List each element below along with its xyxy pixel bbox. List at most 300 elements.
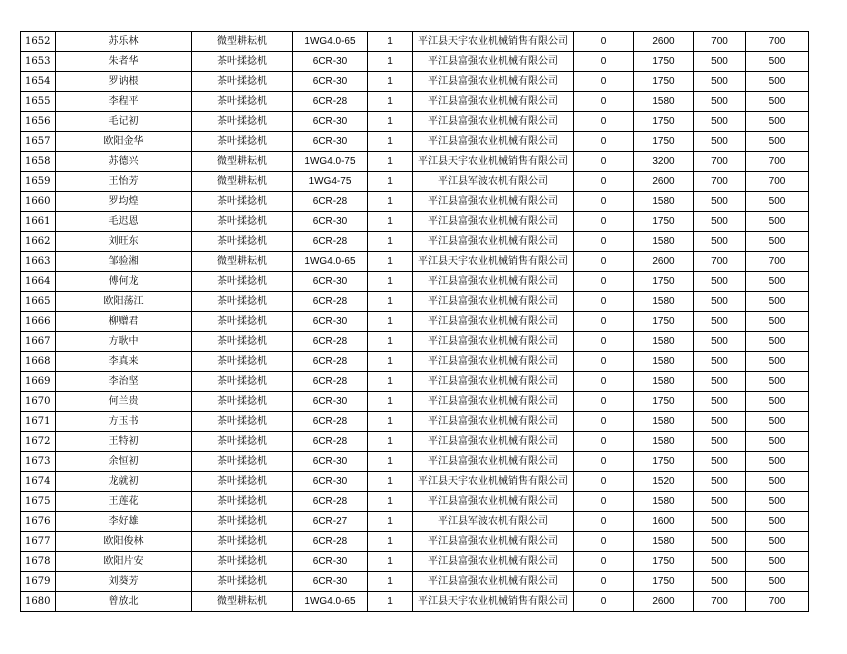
value-cell-10: 500: [746, 212, 809, 232]
value-cell-9: 700: [694, 172, 746, 192]
model-cell: 6CR-28: [293, 532, 368, 552]
value-cell-8: 3200: [634, 152, 694, 172]
value-cell-7: 0: [574, 172, 634, 192]
table-row: [21, 412, 809, 432]
quantity-cell: 1: [368, 312, 413, 332]
row-number-cell: 1670: [21, 392, 56, 412]
name-cell: 罗均煌: [56, 192, 192, 212]
value-cell-8: 2600: [634, 32, 694, 52]
name-cell: 柳赠君: [56, 312, 192, 332]
dealer-cell: 平江县富强农业机械有限公司: [413, 112, 574, 132]
value-cell-7: 0: [574, 152, 634, 172]
value-cell-9: 500: [694, 52, 746, 72]
dealer-cell: 平江县天宇农业机械销售有限公司: [413, 592, 574, 612]
value-cell-10: 500: [746, 392, 809, 412]
dealer-cell: 平江县富强农业机械有限公司: [413, 412, 574, 432]
quantity-cell: 1: [368, 72, 413, 92]
value-cell-9: 500: [694, 212, 746, 232]
value-cell-9: 500: [694, 412, 746, 432]
value-cell-8: 1750: [634, 312, 694, 332]
row-number-cell: 1661: [21, 212, 56, 232]
name-cell: 欧阳荡江: [56, 292, 192, 312]
value-cell-7: 0: [574, 352, 634, 372]
machine-type-cell: 茶叶揉捻机: [192, 72, 293, 92]
quantity-cell: 1: [368, 252, 413, 272]
machine-type-cell: 茶叶揉捻机: [192, 232, 293, 252]
table-row: [21, 512, 809, 532]
machine-type-cell: 茶叶揉捻机: [192, 352, 293, 372]
value-cell-7: 0: [574, 112, 634, 132]
value-cell-9: 500: [694, 332, 746, 352]
value-cell-9: 700: [694, 152, 746, 172]
model-cell: 6CR-28: [293, 232, 368, 252]
dealer-cell: 平江县富强农业机械有限公司: [413, 192, 574, 212]
machine-type-cell: 茶叶揉捻机: [192, 92, 293, 112]
name-cell: 曾放北: [56, 592, 192, 612]
row-number-cell: 1674: [21, 472, 56, 492]
quantity-cell: 1: [368, 132, 413, 152]
value-cell-9: 500: [694, 272, 746, 292]
model-cell: 6CR-28: [293, 292, 368, 312]
model-cell: 6CR-30: [293, 392, 368, 412]
table-row: [21, 52, 809, 72]
row-number-cell: 1654: [21, 72, 56, 92]
value-cell-8: 1750: [634, 112, 694, 132]
dealer-cell: 平江县天宇农业机械销售有限公司: [413, 252, 574, 272]
machine-type-cell: 茶叶揉捻机: [192, 532, 293, 552]
machine-type-cell: 茶叶揉捻机: [192, 392, 293, 412]
model-cell: 1WG4-75: [293, 172, 368, 192]
value-cell-10: 500: [746, 292, 809, 312]
value-cell-7: 0: [574, 32, 634, 52]
value-cell-7: 0: [574, 592, 634, 612]
value-cell-7: 0: [574, 472, 634, 492]
model-cell: 6CR-30: [293, 272, 368, 292]
model-cell: 6CR-30: [293, 312, 368, 332]
value-cell-9: 500: [694, 312, 746, 332]
name-cell: 王怡芳: [56, 172, 192, 192]
value-cell-8: 1750: [634, 132, 694, 152]
quantity-cell: 1: [368, 112, 413, 132]
row-number-cell: 1660: [21, 192, 56, 212]
quantity-cell: 1: [368, 352, 413, 372]
table-row: [21, 72, 809, 92]
machine-type-cell: 茶叶揉捻机: [192, 472, 293, 492]
value-cell-10: 700: [746, 172, 809, 192]
table-row: [21, 312, 809, 332]
value-cell-7: 0: [574, 272, 634, 292]
dealer-cell: 平江县军波农机有限公司: [413, 512, 574, 532]
name-cell: 傅何龙: [56, 272, 192, 292]
machine-type-cell: 茶叶揉捻机: [192, 192, 293, 212]
model-cell: 6CR-30: [293, 52, 368, 72]
table-row: [21, 472, 809, 492]
table-row: [21, 352, 809, 372]
quantity-cell: 1: [368, 332, 413, 352]
value-cell-8: 2600: [634, 252, 694, 272]
value-cell-8: 1750: [634, 272, 694, 292]
name-cell: 方耿中: [56, 332, 192, 352]
row-number-cell: 1665: [21, 292, 56, 312]
row-number-cell: 1653: [21, 52, 56, 72]
value-cell-10: 500: [746, 72, 809, 92]
subsidy-table: [20, 31, 809, 612]
value-cell-8: 1750: [634, 392, 694, 412]
row-number-cell: 1676: [21, 512, 56, 532]
value-cell-9: 500: [694, 472, 746, 492]
value-cell-9: 500: [694, 292, 746, 312]
model-cell: 6CR-30: [293, 132, 368, 152]
table-row: [21, 152, 809, 172]
value-cell-10: 500: [746, 372, 809, 392]
name-cell: 毛迟恩: [56, 212, 192, 232]
row-number-cell: 1667: [21, 332, 56, 352]
value-cell-7: 0: [574, 512, 634, 532]
row-number-cell: 1677: [21, 532, 56, 552]
value-cell-7: 0: [574, 412, 634, 432]
value-cell-7: 0: [574, 212, 634, 232]
dealer-cell: 平江县富强农业机械有限公司: [413, 492, 574, 512]
name-cell: 欧阳片安: [56, 552, 192, 572]
value-cell-7: 0: [574, 392, 634, 412]
row-number-cell: 1662: [21, 232, 56, 252]
machine-type-cell: 微型耕耘机: [192, 592, 293, 612]
model-cell: 6CR-28: [293, 412, 368, 432]
dealer-cell: 平江县富强农业机械有限公司: [413, 332, 574, 352]
dealer-cell: 平江县天宇农业机械销售有限公司: [413, 32, 574, 52]
value-cell-9: 500: [694, 432, 746, 452]
machine-type-cell: 茶叶揉捻机: [192, 52, 293, 72]
model-cell: 6CR-28: [293, 332, 368, 352]
row-number-cell: 1668: [21, 352, 56, 372]
value-cell-10: 500: [746, 272, 809, 292]
dealer-cell: 平江县富强农业机械有限公司: [413, 432, 574, 452]
value-cell-7: 0: [574, 552, 634, 572]
model-cell: 6CR-28: [293, 192, 368, 212]
value-cell-8: 1750: [634, 212, 694, 232]
value-cell-7: 0: [574, 372, 634, 392]
dealer-cell: 平江县富强农业机械有限公司: [413, 272, 574, 292]
name-cell: 王莲花: [56, 492, 192, 512]
quantity-cell: 1: [368, 372, 413, 392]
value-cell-7: 0: [574, 332, 634, 352]
machine-type-cell: 茶叶揉捻机: [192, 272, 293, 292]
row-number-cell: 1672: [21, 432, 56, 452]
value-cell-9: 500: [694, 92, 746, 112]
quantity-cell: 1: [368, 492, 413, 512]
value-cell-10: 500: [746, 232, 809, 252]
value-cell-10: 500: [746, 572, 809, 592]
table-row: [21, 132, 809, 152]
name-cell: 李真来: [56, 352, 192, 372]
row-number-cell: 1678: [21, 552, 56, 572]
dealer-cell: 平江县富强农业机械有限公司: [413, 72, 574, 92]
dealer-cell: 平江县天宇农业机械销售有限公司: [413, 472, 574, 492]
value-cell-7: 0: [574, 452, 634, 472]
dealer-cell: 平江县富强农业机械有限公司: [413, 352, 574, 372]
value-cell-9: 500: [694, 232, 746, 252]
row-number-cell: 1657: [21, 132, 56, 152]
value-cell-9: 500: [694, 352, 746, 372]
value-cell-10: 500: [746, 512, 809, 532]
value-cell-7: 0: [574, 92, 634, 112]
value-cell-8: 1580: [634, 352, 694, 372]
dealer-cell: 平江县富强农业机械有限公司: [413, 452, 574, 472]
value-cell-10: 500: [746, 492, 809, 512]
model-cell: 1WG4.0-65: [293, 592, 368, 612]
table-row: [21, 172, 809, 192]
name-cell: 王特初: [56, 432, 192, 452]
row-number-cell: 1655: [21, 92, 56, 112]
model-cell: 6CR-28: [293, 432, 368, 452]
name-cell: 苏乐林: [56, 32, 192, 52]
value-cell-8: 1580: [634, 232, 694, 252]
machine-type-cell: 茶叶揉捻机: [192, 512, 293, 532]
value-cell-10: 500: [746, 112, 809, 132]
name-cell: 朱者华: [56, 52, 192, 72]
value-cell-7: 0: [574, 532, 634, 552]
table-row: [21, 552, 809, 572]
model-cell: 6CR-30: [293, 112, 368, 132]
value-cell-10: 500: [746, 92, 809, 112]
table-row: [21, 192, 809, 212]
value-cell-7: 0: [574, 232, 634, 252]
row-number-cell: 1669: [21, 372, 56, 392]
name-cell: 龙就初: [56, 472, 192, 492]
dealer-cell: 平江县富强农业机械有限公司: [413, 292, 574, 312]
value-cell-10: 700: [746, 32, 809, 52]
value-cell-9: 500: [694, 132, 746, 152]
value-cell-8: 1750: [634, 52, 694, 72]
machine-type-cell: 微型耕耘机: [192, 152, 293, 172]
value-cell-8: 1580: [634, 332, 694, 352]
name-cell: 方玉书: [56, 412, 192, 432]
table-body: [21, 32, 809, 612]
model-cell: 6CR-28: [293, 372, 368, 392]
model-cell: 6CR-27: [293, 512, 368, 532]
value-cell-10: 500: [746, 412, 809, 432]
value-cell-8: 1520: [634, 472, 694, 492]
dealer-cell: 平江县富强农业机械有限公司: [413, 312, 574, 332]
table-row: [21, 592, 809, 612]
table-row: [21, 572, 809, 592]
quantity-cell: 1: [368, 432, 413, 452]
name-cell: 罗讷根: [56, 72, 192, 92]
value-cell-7: 0: [574, 432, 634, 452]
dealer-cell: 平江县富强农业机械有限公司: [413, 92, 574, 112]
machine-type-cell: 茶叶揉捻机: [192, 372, 293, 392]
model-cell: 6CR-30: [293, 472, 368, 492]
value-cell-9: 500: [694, 452, 746, 472]
value-cell-7: 0: [574, 52, 634, 72]
value-cell-10: 500: [746, 532, 809, 552]
table-row: [21, 212, 809, 232]
table-row: [21, 92, 809, 112]
value-cell-8: 1580: [634, 372, 694, 392]
value-cell-9: 500: [694, 392, 746, 412]
machine-type-cell: 茶叶揉捻机: [192, 312, 293, 332]
machine-type-cell: 茶叶揉捻机: [192, 132, 293, 152]
table-row: [21, 432, 809, 452]
value-cell-7: 0: [574, 292, 634, 312]
quantity-cell: 1: [368, 592, 413, 612]
value-cell-7: 0: [574, 192, 634, 212]
table-row: [21, 532, 809, 552]
value-cell-10: 700: [746, 252, 809, 272]
table-row: [21, 112, 809, 132]
value-cell-8: 2600: [634, 172, 694, 192]
value-cell-10: 500: [746, 192, 809, 212]
machine-type-cell: 微型耕耘机: [192, 252, 293, 272]
machine-type-cell: 茶叶揉捻机: [192, 112, 293, 132]
value-cell-10: 500: [746, 132, 809, 152]
name-cell: 欧阳金华: [56, 132, 192, 152]
quantity-cell: 1: [368, 92, 413, 112]
value-cell-9: 500: [694, 572, 746, 592]
model-cell: 6CR-28: [293, 92, 368, 112]
quantity-cell: 1: [368, 192, 413, 212]
table-row: [21, 292, 809, 312]
value-cell-9: 500: [694, 512, 746, 532]
value-cell-8: 1580: [634, 532, 694, 552]
row-number-cell: 1666: [21, 312, 56, 332]
quantity-cell: 1: [368, 412, 413, 432]
machine-type-cell: 茶叶揉捻机: [192, 432, 293, 452]
value-cell-7: 0: [574, 312, 634, 332]
quantity-cell: 1: [368, 392, 413, 412]
dealer-cell: 平江县富强农业机械有限公司: [413, 392, 574, 412]
value-cell-8: 1580: [634, 432, 694, 452]
value-cell-9: 500: [694, 192, 746, 212]
name-cell: 苏德兴: [56, 152, 192, 172]
machine-type-cell: 茶叶揉捻机: [192, 292, 293, 312]
value-cell-8: 1580: [634, 192, 694, 212]
quantity-cell: 1: [368, 532, 413, 552]
value-cell-9: 500: [694, 72, 746, 92]
table-row: [21, 252, 809, 272]
value-cell-9: 500: [694, 112, 746, 132]
value-cell-7: 0: [574, 572, 634, 592]
value-cell-9: 500: [694, 532, 746, 552]
value-cell-10: 500: [746, 452, 809, 472]
table-row: [21, 452, 809, 472]
model-cell: 6CR-28: [293, 492, 368, 512]
machine-type-cell: 微型耕耘机: [192, 32, 293, 52]
machine-type-cell: 茶叶揉捻机: [192, 412, 293, 432]
value-cell-10: 500: [746, 332, 809, 352]
table-row: [21, 232, 809, 252]
row-number-cell: 1673: [21, 452, 56, 472]
model-cell: 6CR-30: [293, 552, 368, 572]
dealer-cell: 平江县军波农机有限公司: [413, 172, 574, 192]
table-row: [21, 332, 809, 352]
machine-type-cell: 茶叶揉捻机: [192, 212, 293, 232]
quantity-cell: 1: [368, 472, 413, 492]
value-cell-8: 2600: [634, 592, 694, 612]
value-cell-10: 700: [746, 152, 809, 172]
row-number-cell: 1680: [21, 592, 56, 612]
value-cell-9: 700: [694, 252, 746, 272]
name-cell: 刘旺东: [56, 232, 192, 252]
value-cell-9: 500: [694, 552, 746, 572]
model-cell: 1WG4.0-65: [293, 252, 368, 272]
value-cell-9: 500: [694, 492, 746, 512]
model-cell: 1WG4.0-65: [293, 32, 368, 52]
quantity-cell: 1: [368, 452, 413, 472]
table-row: [21, 32, 809, 52]
machine-type-cell: 茶叶揉捻机: [192, 552, 293, 572]
quantity-cell: 1: [368, 512, 413, 532]
row-number-cell: 1675: [21, 492, 56, 512]
table-row: [21, 392, 809, 412]
quantity-cell: 1: [368, 272, 413, 292]
value-cell-8: 1750: [634, 572, 694, 592]
quantity-cell: 1: [368, 552, 413, 572]
table-row: [21, 272, 809, 292]
dealer-cell: 平江县天宇农业机械销售有限公司: [413, 152, 574, 172]
dealer-cell: 平江县富强农业机械有限公司: [413, 572, 574, 592]
value-cell-8: 1580: [634, 412, 694, 432]
machine-type-cell: 茶叶揉捻机: [192, 332, 293, 352]
value-cell-10: 500: [746, 432, 809, 452]
quantity-cell: 1: [368, 52, 413, 72]
quantity-cell: 1: [368, 232, 413, 252]
name-cell: 李程平: [56, 92, 192, 112]
value-cell-8: 1580: [634, 292, 694, 312]
name-cell: 欧阳俊林: [56, 532, 192, 552]
quantity-cell: 1: [368, 572, 413, 592]
value-cell-10: 500: [746, 352, 809, 372]
value-cell-7: 0: [574, 492, 634, 512]
model-cell: 6CR-30: [293, 72, 368, 92]
row-number-cell: 1664: [21, 272, 56, 292]
table-row: [21, 372, 809, 392]
quantity-cell: 1: [368, 172, 413, 192]
value-cell-10: 700: [746, 592, 809, 612]
machine-type-cell: 茶叶揉捻机: [192, 492, 293, 512]
row-number-cell: 1656: [21, 112, 56, 132]
name-cell: 何兰贵: [56, 392, 192, 412]
quantity-cell: 1: [368, 152, 413, 172]
value-cell-9: 700: [694, 32, 746, 52]
row-number-cell: 1658: [21, 152, 56, 172]
model-cell: 1WG4.0-75: [293, 152, 368, 172]
model-cell: 6CR-28: [293, 352, 368, 372]
dealer-cell: 平江县富强农业机械有限公司: [413, 212, 574, 232]
value-cell-8: 1750: [634, 452, 694, 472]
name-cell: 余恒初: [56, 452, 192, 472]
machine-type-cell: 茶叶揉捻机: [192, 452, 293, 472]
model-cell: 6CR-30: [293, 452, 368, 472]
name-cell: 毛记初: [56, 112, 192, 132]
name-cell: 李治坚: [56, 372, 192, 392]
row-number-cell: 1652: [21, 32, 56, 52]
dealer-cell: 平江县富强农业机械有限公司: [413, 532, 574, 552]
name-cell: 邹验湘: [56, 252, 192, 272]
quantity-cell: 1: [368, 32, 413, 52]
quantity-cell: 1: [368, 292, 413, 312]
name-cell: 刘葵芳: [56, 572, 192, 592]
value-cell-8: 1580: [634, 92, 694, 112]
model-cell: 6CR-30: [293, 212, 368, 232]
value-cell-9: 700: [694, 592, 746, 612]
row-number-cell: 1663: [21, 252, 56, 272]
row-number-cell: 1679: [21, 572, 56, 592]
value-cell-8: 1600: [634, 512, 694, 532]
quantity-cell: 1: [368, 212, 413, 232]
value-cell-7: 0: [574, 132, 634, 152]
dealer-cell: 平江县富强农业机械有限公司: [413, 372, 574, 392]
